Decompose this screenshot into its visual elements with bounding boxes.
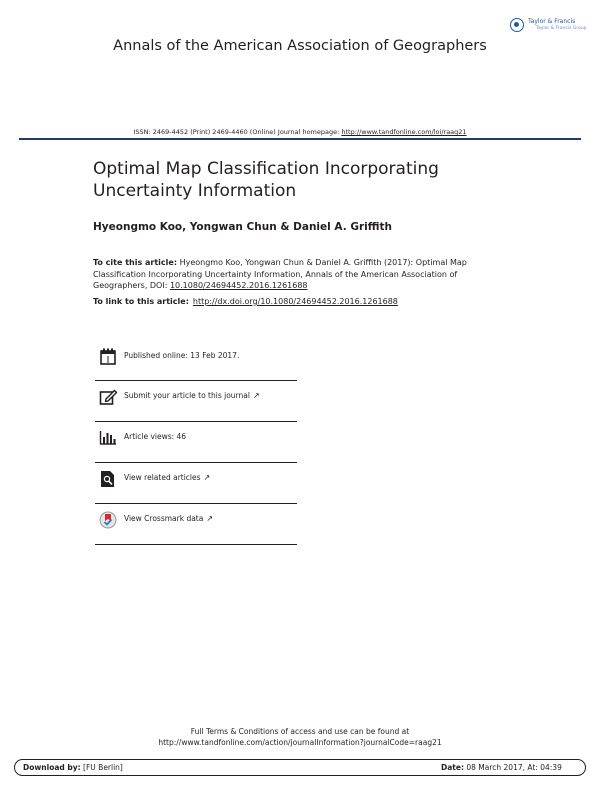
related-articles-text[interactable]: View related articles <box>124 473 201 482</box>
issn-line <box>0 128 600 136</box>
citation-line-3 <box>93 280 513 292</box>
article-link-url[interactable]: http://dx.doi.org/10.1080/24694452.2016.1261688 <box>192 297 398 306</box>
row-divider <box>95 544 297 545</box>
publisher-logo-name: Taylor & Francis <box>528 18 576 25</box>
citation-line-2: Classification Incorporating Uncertainty Information, Annals of the American Association of <box>93 269 458 279</box>
header-divider <box>19 138 581 140</box>
download-date-label: Date: <box>441 763 464 772</box>
published-online-text: Published online: 13 Feb 2017. <box>124 351 240 360</box>
related-search-icon <box>98 469 118 489</box>
article-title <box>93 158 439 202</box>
downloaded-by-label: Download by: <box>23 763 81 772</box>
bar-chart-icon <box>98 428 118 448</box>
issn-text: ISSN: 2469-4452 (Print) 2469-4460 (Online) Journal homepage: <box>133 128 342 136</box>
download-date <box>441 763 562 772</box>
calendar-icon <box>98 347 118 367</box>
submit-article-text[interactable]: Submit your article to this journal <box>124 391 250 400</box>
submit-article-link[interactable] <box>124 391 260 400</box>
external-link-icon: ↗ <box>203 473 211 482</box>
download-info-bar <box>14 759 586 776</box>
terms-url[interactable]: http://www.tandfonline.com/action/journalInformation?journalCode=raag21 <box>158 738 442 747</box>
publisher-logo-icon <box>510 18 524 32</box>
citation-text-1: Hyeongmo Koo, Yongwan Chun & Daniel A. Griffith (2017): Optimal Map <box>177 258 467 267</box>
published-online-row <box>95 347 297 388</box>
article-title-line-2: Uncertainty Information <box>93 181 297 201</box>
downloaded-by-value: [FU Berlin] <box>80 763 123 772</box>
crossmark-link[interactable] <box>124 514 213 523</box>
row-divider <box>95 462 297 463</box>
related-articles-link[interactable] <box>124 473 210 482</box>
article-views-text: Article views: 46 <box>124 432 187 441</box>
terms-line-1: Full Terms & Conditions of access and use can be found at <box>190 727 410 736</box>
row-divider <box>95 380 297 381</box>
citation-text-3: Geographers, DOI: <box>93 281 170 290</box>
download-date-value: 08 March 2017, At: 04:39 <box>463 763 562 772</box>
submit-pencil-icon <box>98 387 118 407</box>
publisher-logo-tagline: Taylor & Francis Group <box>536 26 587 31</box>
article-authors: Hyeongmo Koo, Yongwan Chun & Daniel A. Griffith <box>93 221 392 233</box>
crossmark-icon <box>98 510 118 530</box>
row-divider <box>95 503 297 504</box>
journal-title: Annals of the American Association of Geographers <box>113 38 487 54</box>
downloaded-by <box>23 763 123 772</box>
journal-homepage-link[interactable]: http://www.tandfonline.com/loi/raag21 <box>341 128 467 136</box>
article-link-row <box>93 297 398 306</box>
publisher-logo[interactable] <box>510 16 586 38</box>
doi-link[interactable]: 10.1080/24694452.2016.1261688 <box>169 281 308 290</box>
crossmark-text[interactable]: View Crossmark data <box>124 514 204 523</box>
external-link-icon: ↗ <box>206 514 214 523</box>
external-link-icon: ↗ <box>252 391 260 400</box>
citation-line-1 <box>93 257 513 269</box>
article-title-line-1: Optimal Map Classification Incorporating <box>93 159 439 179</box>
article-link-label: To link to this article: <box>93 297 189 306</box>
row-divider <box>95 421 297 422</box>
citation-label: To cite this article: <box>93 258 178 267</box>
